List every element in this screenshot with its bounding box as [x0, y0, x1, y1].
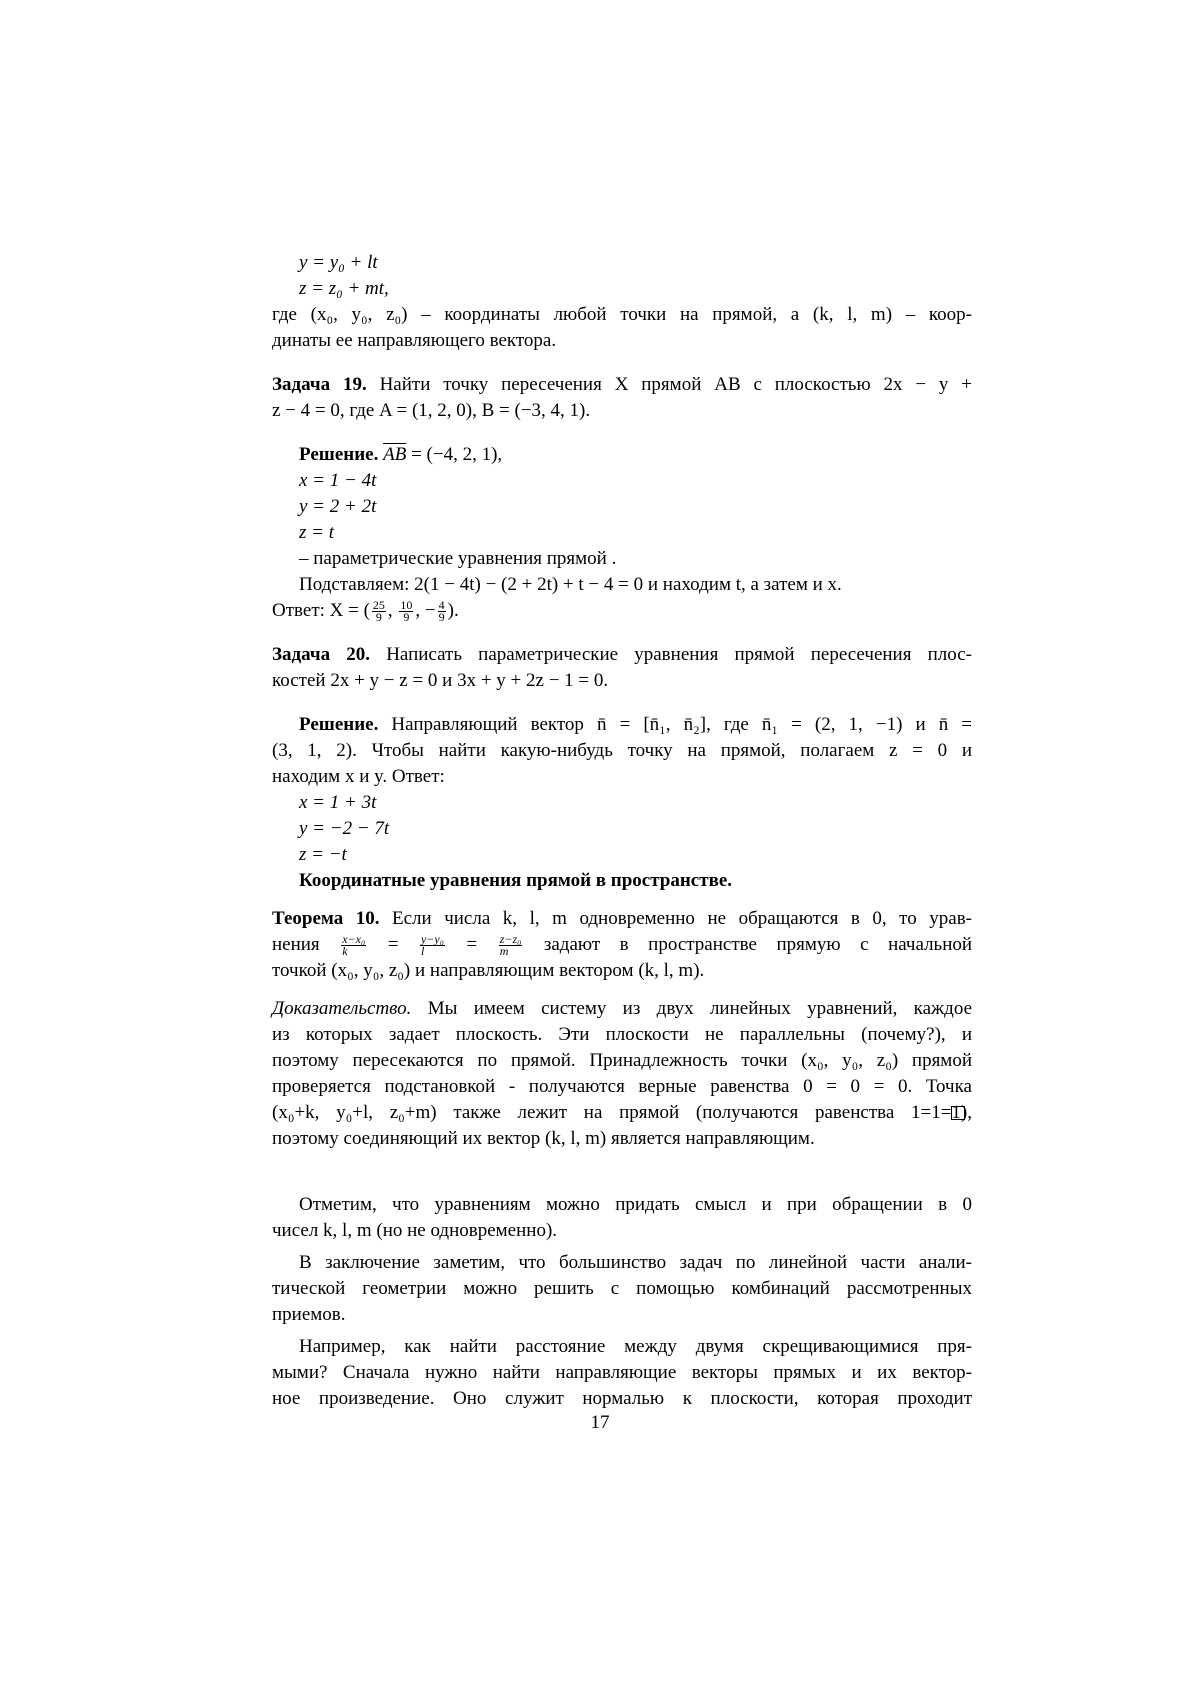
solution-label: Решение. [299, 444, 378, 465]
fraction-numerator: y−y₀ [420, 934, 445, 946]
remark-paragraph-cont: ное произведение. Оно служит нормалью к плоскости, которая проходит [272, 1386, 972, 1412]
remark-paragraph-cont: тической геометрии можно решить с помощью комбинаций рассмотренных [272, 1276, 972, 1302]
equation-y: y = −2 − 7t [272, 816, 972, 842]
proof-line: (x₀+k, y₀+l, z₀+m) также лежит на прямой (получаются равенства 1=1=1), [272, 1100, 972, 1126]
task-20-text-cont: костей 2x + y − z = 0 и 3x + y + 2z − 1 = 0. [272, 668, 972, 694]
solution-text: Направляющий вектор n̄ = [n̄₁, n̄₂], где n̄₁ = (2, 1, −1) и n̄ = [391, 714, 972, 735]
fraction-numerator: 4 [438, 600, 446, 612]
remark-paragraph-cont: мыми? Сначала нужно найти направляющие векторы прямых и их вектор- [272, 1360, 972, 1386]
task-19-solution [272, 442, 972, 468]
task-20-label: Задача 20. [272, 644, 370, 665]
equation-x: x = 1 + 3t [272, 790, 972, 816]
equation-x: x = 1 − 4t [272, 468, 972, 494]
theorem-text: нения [272, 934, 320, 955]
proof-text: Мы имеем систему из двух линейных уравнений, каждое [428, 998, 972, 1019]
fraction-x [341, 934, 366, 957]
task-19-text: Найти точку пересечения X прямой AB с плоскостью 2x − y + [380, 374, 972, 395]
theorem-text-cont: точкой (x₀, y₀, z₀) и направляющим вектором (k, l, m). [272, 958, 972, 984]
fraction-z [499, 934, 523, 957]
remark-paragraph: Например, как найти расстояние между двумя скрещивающимися пря- [272, 1334, 972, 1360]
proof-line: проверяется подстановкой - получаются верные равенства 0 = 0 = 0. Точка [272, 1074, 972, 1100]
answer-fraction [399, 600, 413, 623]
page-content [272, 250, 972, 1412]
remark-paragraph-cont: чисел k, l, m (но не одновременно). [272, 1218, 972, 1244]
task-19-text-cont: z − 4 = 0, где A = (1, 2, 0), B = (−3, 4, 1). [272, 398, 972, 424]
proof-start [272, 996, 972, 1022]
equation-z: z = z₀ + mt, [272, 276, 972, 302]
solution-label: Решение. [299, 714, 378, 735]
proof-line: из которых задает плоскость. Эти плоскости не параллельны (почему?), и [272, 1022, 972, 1048]
fraction-numerator: 10 [399, 600, 413, 612]
section-heading: Координатные уравнения прямой в пространстве. [272, 868, 972, 894]
answer-fraction [438, 600, 446, 623]
fraction-numerator: x−x₀ [341, 934, 366, 946]
fraction-sign: − [425, 600, 436, 621]
equation-y: y = y₀ + lt [272, 250, 972, 276]
proof-line: поэтому пересекаются по прямой. Принадлежность точки (x₀, y₀, z₀) прямой [272, 1048, 972, 1074]
remark-paragraph: В заключение заметим, что большинство задач по линейной части анали- [272, 1250, 972, 1276]
equation-z: z = t [272, 520, 972, 546]
fraction-denominator: k [341, 946, 366, 957]
fraction-denominator: 9 [399, 612, 413, 623]
substitution-line: Подставляем: 2(1 − 4t) − (2 + 2t) + t − 4 = 0 и находим t, а затем и x. [272, 572, 972, 598]
paragraph-line: где (x₀, y₀, z₀) – координаты любой точки на прямой, а (k, l, m) – коор- [272, 302, 972, 328]
equals-sign: = [466, 934, 477, 955]
paragraph-line: динаты ее направляющего вектора. [272, 328, 972, 354]
answer-suffix: ). [448, 600, 459, 621]
solution-text-cont: находим x и y. Ответ: [272, 764, 972, 790]
answer-fraction [372, 600, 386, 623]
task-19-label: Задача 19. [272, 374, 367, 395]
fraction-y [420, 934, 445, 957]
equals-sign: = [388, 934, 399, 955]
solution-text-cont: (3, 1, 2). Чтобы найти какую-нибудь точку на прямой, полагаем z = 0 и [272, 738, 972, 764]
task-20-solution [272, 712, 972, 738]
fraction-numerator: 25 [372, 600, 386, 612]
task-19-statement [272, 372, 972, 398]
theorem-text: задают в пространстве прямую с начальной [544, 934, 972, 955]
equation-z: z = −t [272, 842, 972, 868]
theorem-label: Теорема 10. [272, 908, 379, 929]
vector-ab: AB [383, 444, 406, 465]
qed-square-icon [951, 1106, 965, 1120]
task-20-text: Написать параметрические уравнения прямой пересечения плос- [386, 644, 972, 665]
remark-paragraph: Отметим, что уравнениям можно придать смысл и при обращении в 0 [272, 1192, 972, 1218]
page-number: 17 [0, 1412, 1200, 1434]
vector-ab-value: = (−4, 2, 1), [411, 444, 502, 465]
theorem-equation-line [272, 932, 972, 958]
param-note: – параметрические уравнения прямой . [272, 546, 972, 572]
task-20-statement [272, 642, 972, 668]
proof-label: Доказательство. [272, 998, 411, 1019]
answer-prefix: Ответ: X = ( [272, 600, 370, 621]
theorem-text: Если числа k, l, m одновременно не обращаются в 0, то урав- [392, 908, 972, 929]
fraction-denominator: l [420, 946, 445, 957]
fraction-denominator: 9 [438, 612, 446, 623]
proof-line: поэтому соединяющий их вектор (k, l, m) является направляющим. [272, 1126, 972, 1152]
remark-paragraph-cont: приемов. [272, 1302, 972, 1328]
fraction-denominator: m [499, 946, 523, 957]
document-page [0, 0, 1200, 1698]
task-19-answer: Ответ: X = ( 25 9 , 10 9 , − 4 9 ). [272, 598, 972, 624]
fraction-denominator: 9 [372, 612, 386, 623]
fraction-numerator: z−z₀ [499, 934, 523, 946]
equation-y: y = 2 + 2t [272, 494, 972, 520]
theorem-10-statement [272, 906, 972, 932]
